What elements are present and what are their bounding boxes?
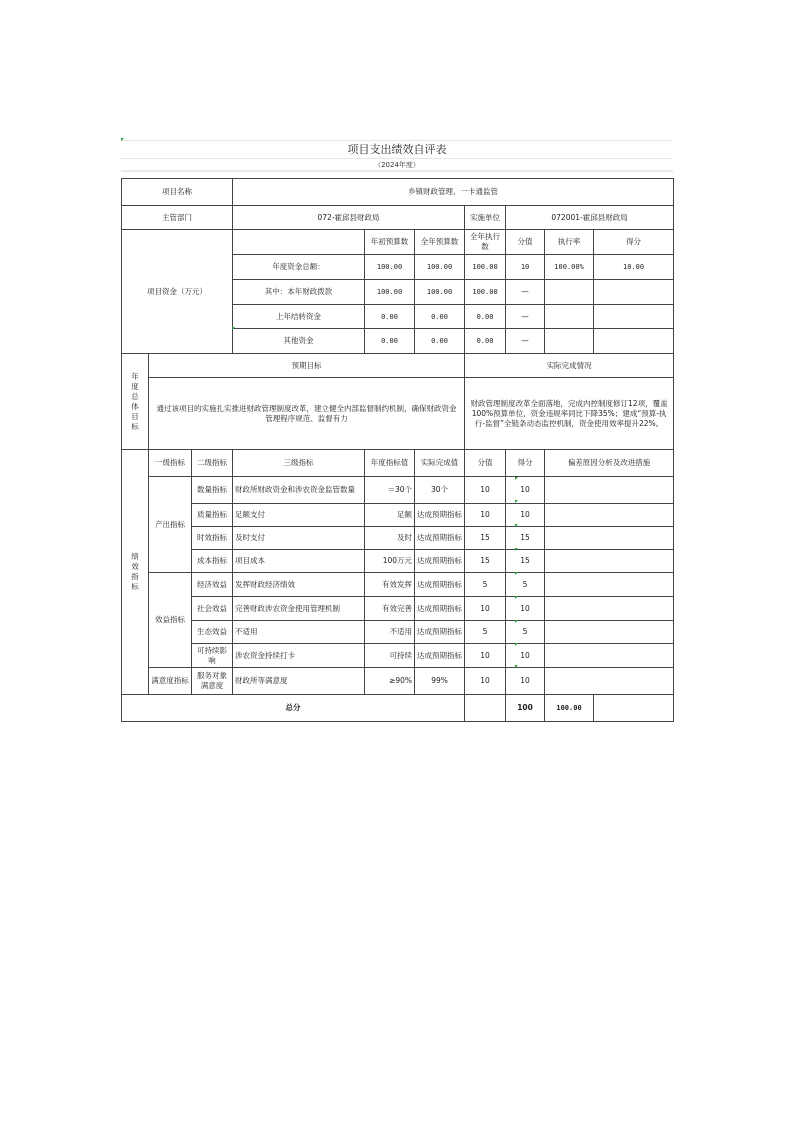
deviation bbox=[545, 527, 674, 550]
cell-marker bbox=[515, 643, 518, 646]
indicator-row bbox=[122, 477, 674, 504]
funds-initial: 0.00 bbox=[365, 329, 415, 354]
funds-row-label: 年度资金总额： bbox=[233, 255, 365, 280]
funds-rate bbox=[545, 305, 594, 329]
funds-header-annual: 全年预算数 bbox=[415, 230, 465, 255]
deviation bbox=[545, 477, 674, 504]
level2: 可持续影响 bbox=[192, 644, 233, 668]
goals-header-row bbox=[122, 354, 674, 378]
goals-content-row bbox=[122, 378, 674, 450]
funds-initial: 100.00 bbox=[365, 255, 415, 280]
level2: 经济效益 bbox=[192, 573, 233, 597]
header-score-value: 分值 bbox=[465, 450, 506, 477]
actual: 达成预期指标 bbox=[415, 527, 465, 550]
funds-initial: 100.00 bbox=[365, 280, 415, 305]
cell-marker bbox=[515, 524, 518, 527]
funds-executed: 0.00 bbox=[465, 305, 506, 329]
funds-header-rate: 执行率 bbox=[545, 230, 594, 255]
level3: 完善财政涉农资金使用管理机制 bbox=[233, 597, 365, 621]
target: 不适用 bbox=[365, 621, 415, 644]
score: 5 bbox=[506, 573, 545, 597]
funds-score bbox=[594, 305, 674, 329]
score: 10 bbox=[506, 644, 545, 668]
header-level3: 三级指标 bbox=[233, 450, 365, 477]
target: ＝30个 bbox=[365, 477, 415, 504]
goals-section-label bbox=[122, 354, 149, 450]
funds-row-label: 其中：本年财政拨款 bbox=[233, 280, 365, 305]
score-value: 5 bbox=[465, 621, 506, 644]
funds-annual: 100.00 bbox=[415, 255, 465, 280]
indicator-row bbox=[122, 668, 674, 695]
level3: 不适用 bbox=[233, 621, 365, 644]
deviation bbox=[545, 504, 674, 527]
level1-benefit: 效益指标 bbox=[149, 573, 192, 668]
level2: 成本指标 bbox=[192, 550, 233, 573]
score-value: 10 bbox=[465, 644, 506, 668]
actual: 达成预期指标 bbox=[415, 573, 465, 597]
score-value: 5 bbox=[465, 573, 506, 597]
funds-score-value: — bbox=[506, 329, 545, 354]
dept-label: 主管部门 bbox=[122, 206, 233, 230]
level1-satisfaction: 满意度指标 bbox=[149, 668, 192, 695]
funds-header-score-value: 分值 bbox=[506, 230, 545, 255]
funds-rate bbox=[545, 329, 594, 354]
score: 10 bbox=[506, 477, 545, 504]
header-deviation: 偏差原因分析及改进措施 bbox=[545, 450, 674, 477]
level2: 服务对象满意度 bbox=[192, 668, 233, 695]
level3: 发挥财政经济绩效 bbox=[233, 573, 365, 597]
header-level2: 二级指标 bbox=[192, 450, 233, 477]
project-name-row bbox=[122, 179, 674, 206]
funds-executed: 100.00 bbox=[465, 255, 506, 280]
level3: 足额支付 bbox=[233, 504, 365, 527]
funds-header-initial: 年初预算数 bbox=[365, 230, 415, 255]
score-value: 10 bbox=[465, 477, 506, 504]
level2: 质量指标 bbox=[192, 504, 233, 527]
funds-header-executed: 全年执行数 bbox=[465, 230, 506, 255]
target: ≥90% bbox=[365, 668, 415, 695]
indicator-row bbox=[122, 597, 674, 621]
actual: 达成预期指标 bbox=[415, 621, 465, 644]
indicator-row bbox=[122, 621, 674, 644]
header-level1: 一级指标 bbox=[149, 450, 192, 477]
target: 100万元 bbox=[365, 550, 415, 573]
funds-score bbox=[594, 280, 674, 305]
funds-header-score: 得分 bbox=[594, 230, 674, 255]
expected-goal-text: 通过该项目的实施扎实推进财政管理制度改革，建立健全内部监督制约机制，确保财政资金管理程序规范、监督有力 bbox=[149, 378, 465, 450]
funds-executed: 100.00 bbox=[465, 280, 506, 305]
funds-annual: 100.00 bbox=[415, 280, 465, 305]
indicators-section-label bbox=[122, 450, 149, 695]
indicator-row bbox=[122, 573, 674, 597]
deviation bbox=[545, 621, 674, 644]
cell-marker bbox=[515, 572, 518, 575]
level3: 涉农资金持续打卡 bbox=[233, 644, 365, 668]
performance-table bbox=[121, 178, 674, 722]
actual: 30个 bbox=[415, 477, 465, 504]
level2: 时效指标 bbox=[192, 527, 233, 550]
funds-row-label: 其他资金 bbox=[233, 329, 365, 354]
total-actual-blank bbox=[465, 695, 506, 722]
funds-score bbox=[594, 329, 674, 354]
funds-score-value: — bbox=[506, 280, 545, 305]
header-target: 年度指标值 bbox=[365, 450, 415, 477]
actual-goal-text: 财政管理制度改革全面落地，完成内控制度修订12项，覆盖100%预算单位，资金违规率同比下降35%；建成“预算-执行-监督”全链条动态监控机制，资金使用效率提升22%。 bbox=[465, 378, 674, 450]
indicators-section-text: 绩效指标 bbox=[131, 552, 139, 591]
actual: 达成预期指标 bbox=[415, 644, 465, 668]
deviation bbox=[545, 644, 674, 668]
target: 足额 bbox=[365, 504, 415, 527]
score-value: 10 bbox=[465, 668, 506, 695]
cell-marker bbox=[515, 596, 518, 599]
score-value: 10 bbox=[465, 504, 506, 527]
funds-score: 10.00 bbox=[594, 255, 674, 280]
unit-label: 实施单位 bbox=[465, 206, 506, 230]
funds-annual: 0.00 bbox=[415, 329, 465, 354]
actual: 达成预期指标 bbox=[415, 504, 465, 527]
level3: 财政所财政资金和涉农资金监管数量 bbox=[233, 477, 365, 504]
funds-row-label: 上年结转资金 bbox=[233, 305, 365, 329]
score: 10 bbox=[506, 597, 545, 621]
indicator-row bbox=[122, 550, 674, 573]
level2: 数量指标 bbox=[192, 477, 233, 504]
form-title: 项目支出绩效自评表 bbox=[121, 140, 673, 159]
cell-marker bbox=[515, 620, 518, 623]
target: 及时 bbox=[365, 527, 415, 550]
level3: 财政所等满意度 bbox=[233, 668, 365, 695]
level2: 生态效益 bbox=[192, 621, 233, 644]
target: 有效完善 bbox=[365, 597, 415, 621]
funds-label: 项目资金（万元） bbox=[122, 230, 233, 354]
project-name-label: 项目名称 bbox=[122, 179, 233, 206]
deviation bbox=[545, 597, 674, 621]
indicator-row bbox=[122, 504, 674, 527]
cell-marker bbox=[121, 138, 124, 141]
funds-score-value: — bbox=[506, 305, 545, 329]
deviation bbox=[545, 573, 674, 597]
score: 5 bbox=[506, 621, 545, 644]
actual-goal-header: 实际完成情况 bbox=[465, 354, 674, 378]
level2: 社会效益 bbox=[192, 597, 233, 621]
funds-annual: 0.00 bbox=[415, 305, 465, 329]
actual: 99% bbox=[415, 668, 465, 695]
score: 15 bbox=[506, 550, 545, 573]
funds-executed: 0.00 bbox=[465, 329, 506, 354]
deviation bbox=[545, 668, 674, 695]
indicator-row bbox=[122, 527, 674, 550]
project-name-value: 乡镇财政管理、一卡通监管 bbox=[233, 179, 674, 206]
department-row bbox=[122, 206, 674, 230]
score-value: 15 bbox=[465, 550, 506, 573]
goals-section-text: 年度总体目标 bbox=[131, 371, 139, 431]
score-value: 10 bbox=[465, 597, 506, 621]
target: 有效发挥 bbox=[365, 573, 415, 597]
funds-rate bbox=[545, 280, 594, 305]
cell-marker bbox=[515, 477, 518, 480]
score: 15 bbox=[506, 527, 545, 550]
expected-goal-header: 预期目标 bbox=[149, 354, 465, 378]
cell-marker bbox=[515, 665, 518, 668]
cell-marker bbox=[515, 548, 518, 551]
total-label: 总分 bbox=[122, 695, 465, 722]
total-score: 100.00 bbox=[545, 695, 594, 722]
funds-rate: 100.00% bbox=[545, 255, 594, 280]
score: 10 bbox=[506, 668, 545, 695]
score: 10 bbox=[506, 504, 545, 527]
total-score-value: 100 bbox=[506, 695, 545, 722]
funds-score-value: 10 bbox=[506, 255, 545, 280]
total-row bbox=[122, 695, 674, 722]
score-value: 15 bbox=[465, 527, 506, 550]
funds-initial: 0.00 bbox=[365, 305, 415, 329]
cell-marker bbox=[232, 327, 235, 330]
total-deviation-blank bbox=[594, 695, 674, 722]
actual: 达成预期指标 bbox=[415, 597, 465, 621]
indicators-header-row bbox=[122, 450, 674, 477]
funds-header-blank bbox=[233, 230, 365, 255]
header-score: 得分 bbox=[506, 450, 545, 477]
form-subtitle: （2024年度） bbox=[121, 158, 673, 172]
header-actual: 实际完成值 bbox=[415, 450, 465, 477]
actual: 达成预期指标 bbox=[415, 550, 465, 573]
target: 可持续 bbox=[365, 644, 415, 668]
level3: 及时支付 bbox=[233, 527, 365, 550]
deviation bbox=[545, 550, 674, 573]
level1-output: 产出指标 bbox=[149, 477, 192, 573]
indicator-row bbox=[122, 644, 674, 668]
level3: 项目成本 bbox=[233, 550, 365, 573]
dept-value: 072-霍邱县财政局 bbox=[233, 206, 465, 230]
unit-value: 072001-霍邱县财政局 bbox=[506, 206, 674, 230]
cell-marker bbox=[515, 500, 518, 503]
funds-header-row bbox=[122, 230, 674, 255]
